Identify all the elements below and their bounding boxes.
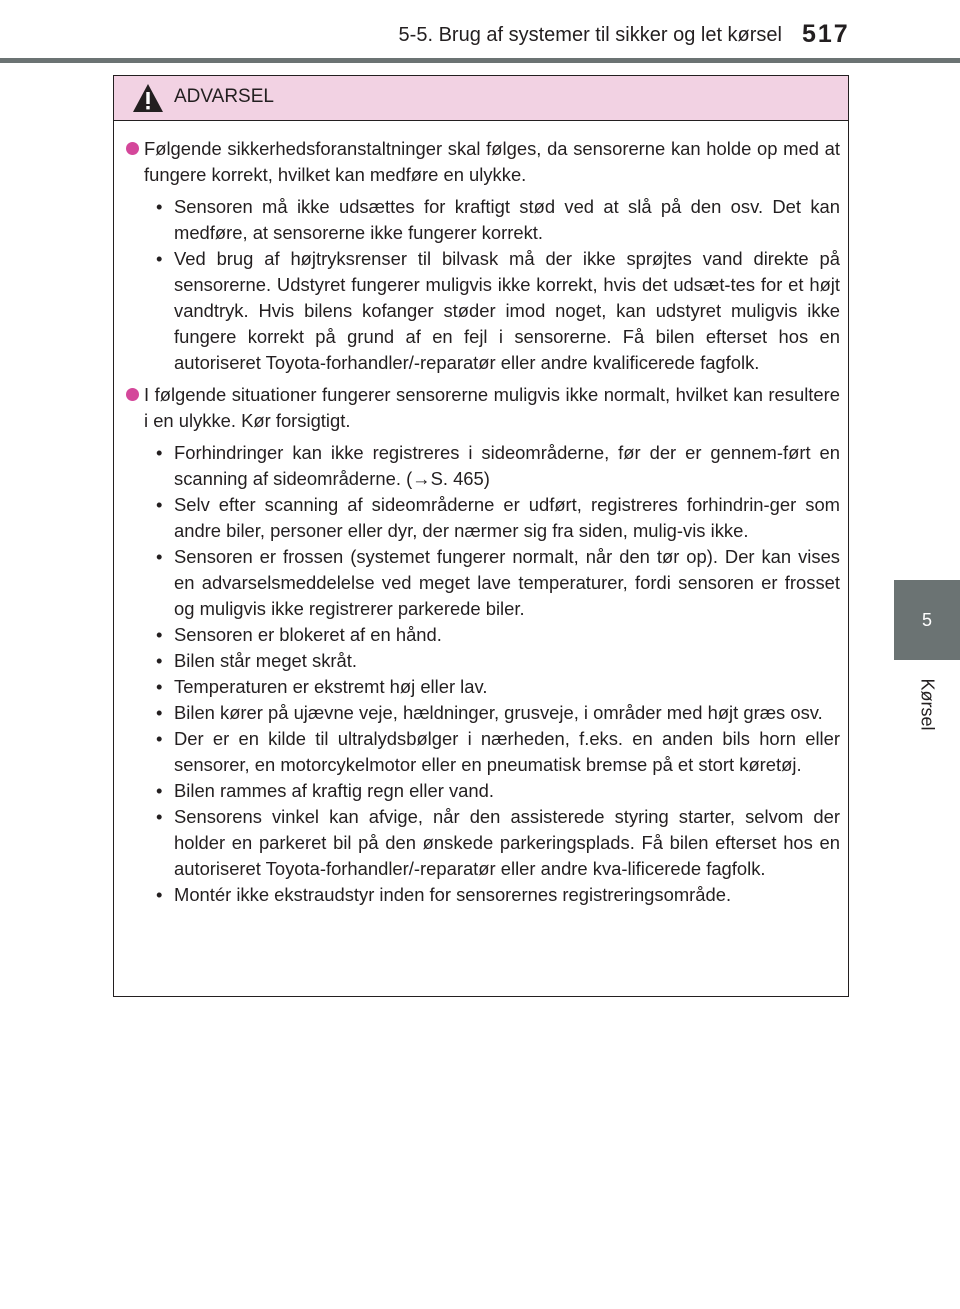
bullet-mark-icon: • xyxy=(156,196,163,217)
list-item xyxy=(154,804,840,882)
list-item xyxy=(154,778,840,804)
warning-body xyxy=(114,121,848,908)
list-item-text: Sensoren må ikke udsættes for kraftigt stød ved at slå på den osv. Det kan medføre, at sensorerne ikke fungerer korrekt. xyxy=(174,196,840,243)
chapter-label-container xyxy=(894,664,960,744)
header-rule xyxy=(0,58,960,63)
list-item-text: Ved brug af højtryksrenser til bilvask må der ikke sprøjtes vand direkte på sensorerne. Udstyret fungerer muligvis ikke korrekt, hvis det udsæt-tes for et højt vandtryk. Hvis bilens kofanger støder imod noget, kan udstyret muligvis ikke fungere korrekt på grund af en fejl i sensorerne. Få bilen efterset hos en autoriseret Toyota-forhandler/-reparatør eller andre kvalificerede fagfolk. xyxy=(174,248,840,373)
list-item xyxy=(154,674,840,700)
list-item xyxy=(154,622,840,648)
list-item-text: Bilen står meget skråt. xyxy=(174,650,357,671)
list-item xyxy=(154,440,840,492)
section-title: 5-5. Brug af systemer til sikker og let kørsel xyxy=(398,24,782,46)
list-item-text: Montér ikke ekstraudstyr inden for sensorernes registreringsområde. xyxy=(174,884,732,905)
chapter-label: Kørsel xyxy=(917,677,938,731)
warning-triangle-icon xyxy=(132,83,164,113)
bullet-mark-icon: • xyxy=(156,884,163,905)
bullet-mark-icon: • xyxy=(156,806,163,827)
list-item-text: Selv efter scanning af sideområderne er udført, registreres forhindrin-ger som andre biler, personer eller dyr, der nærmer sig fra siden, mulig-vis ikke. xyxy=(174,494,840,541)
warning-paragraph-text: I følgende situationer fungerer sensorerne muligvis ikke normalt, hvilket kan resultere i en ulykke. Kør forsigtigt. xyxy=(144,384,840,431)
list-item xyxy=(154,726,840,778)
warning-box xyxy=(113,75,849,997)
warning-title: ADVARSEL xyxy=(174,86,274,107)
list-item xyxy=(154,194,840,246)
list-item-text: Der er en kilde til ultralydsbølger i nærheden, f.eks. en anden bils horn eller sensorer, en motorcykelmotor eller en pneumatisk bremse på et stort køretøj. xyxy=(174,728,840,775)
warning-paragraph xyxy=(126,382,840,434)
bullet-mark-icon: • xyxy=(156,442,163,463)
bullet-mark-icon: • xyxy=(156,780,163,801)
bullet-mark-icon: • xyxy=(156,728,163,749)
list-item-text: Bilen rammes af kraftig regn eller vand. xyxy=(174,780,494,801)
bullet-mark-icon: • xyxy=(156,702,163,723)
bullet-dot-icon xyxy=(126,142,139,155)
list-item-text: Sensoren er blokeret af en hånd. xyxy=(174,624,442,645)
list-item-text: Sensorens vinkel kan afvige, når den assisterede styring starter, selvom der holder en parkeret bil på den ønskede parkeringsplads. Få bilen efterset hos en autoriseret Toyota-forhandler/-reparatør eller andre kva-lificerede fagfolk. xyxy=(174,806,840,879)
bullet-mark-icon: • xyxy=(156,624,163,645)
bullet-mark-icon: • xyxy=(156,650,163,671)
list-item xyxy=(154,882,840,908)
list-item xyxy=(154,544,840,622)
bullet-list xyxy=(126,440,840,908)
bullet-mark-icon: • xyxy=(156,494,163,515)
list-item xyxy=(154,700,840,726)
bullet-mark-icon: • xyxy=(156,248,163,269)
warning-header xyxy=(114,76,848,121)
list-item-text: Forhindringer kan ikke registreres i sideområderne, før der er gennem-ført en scanning af sideområderne. (→S. 465) xyxy=(174,442,840,489)
list-item xyxy=(154,492,840,544)
bullet-mark-icon: • xyxy=(156,676,163,697)
warning-paragraph-text: Følgende sikkerhedsforanstaltninger skal følges, da sensorerne kan holde op med at fungere korrekt, hvilket kan medføre en ulykke. xyxy=(144,138,840,185)
bullet-list xyxy=(126,194,840,376)
bullet-dot-icon xyxy=(126,388,139,401)
list-item xyxy=(154,246,840,376)
list-item-text: Sensoren er frossen (systemet fungerer normalt, når den tør op). Der kan vises en advarselsmeddelelse ved meget lave temperaturer, fordi sensoren er frosset og muligvis ikke registrerer parkerede biler. xyxy=(174,546,840,619)
list-item-text: Temperaturen er ekstremt høj eller lav. xyxy=(174,676,488,697)
bullet-mark-icon: • xyxy=(156,546,163,567)
list-item xyxy=(154,648,840,674)
list-item-text: Bilen kører på ujævne veje, hældninger, grusveje, i områder med højt græs osv. xyxy=(174,702,823,723)
page-number: 517 xyxy=(802,20,850,48)
chapter-number: 5 xyxy=(921,609,932,630)
chapter-tab[interactable] xyxy=(894,580,960,660)
warning-paragraph xyxy=(126,136,840,188)
